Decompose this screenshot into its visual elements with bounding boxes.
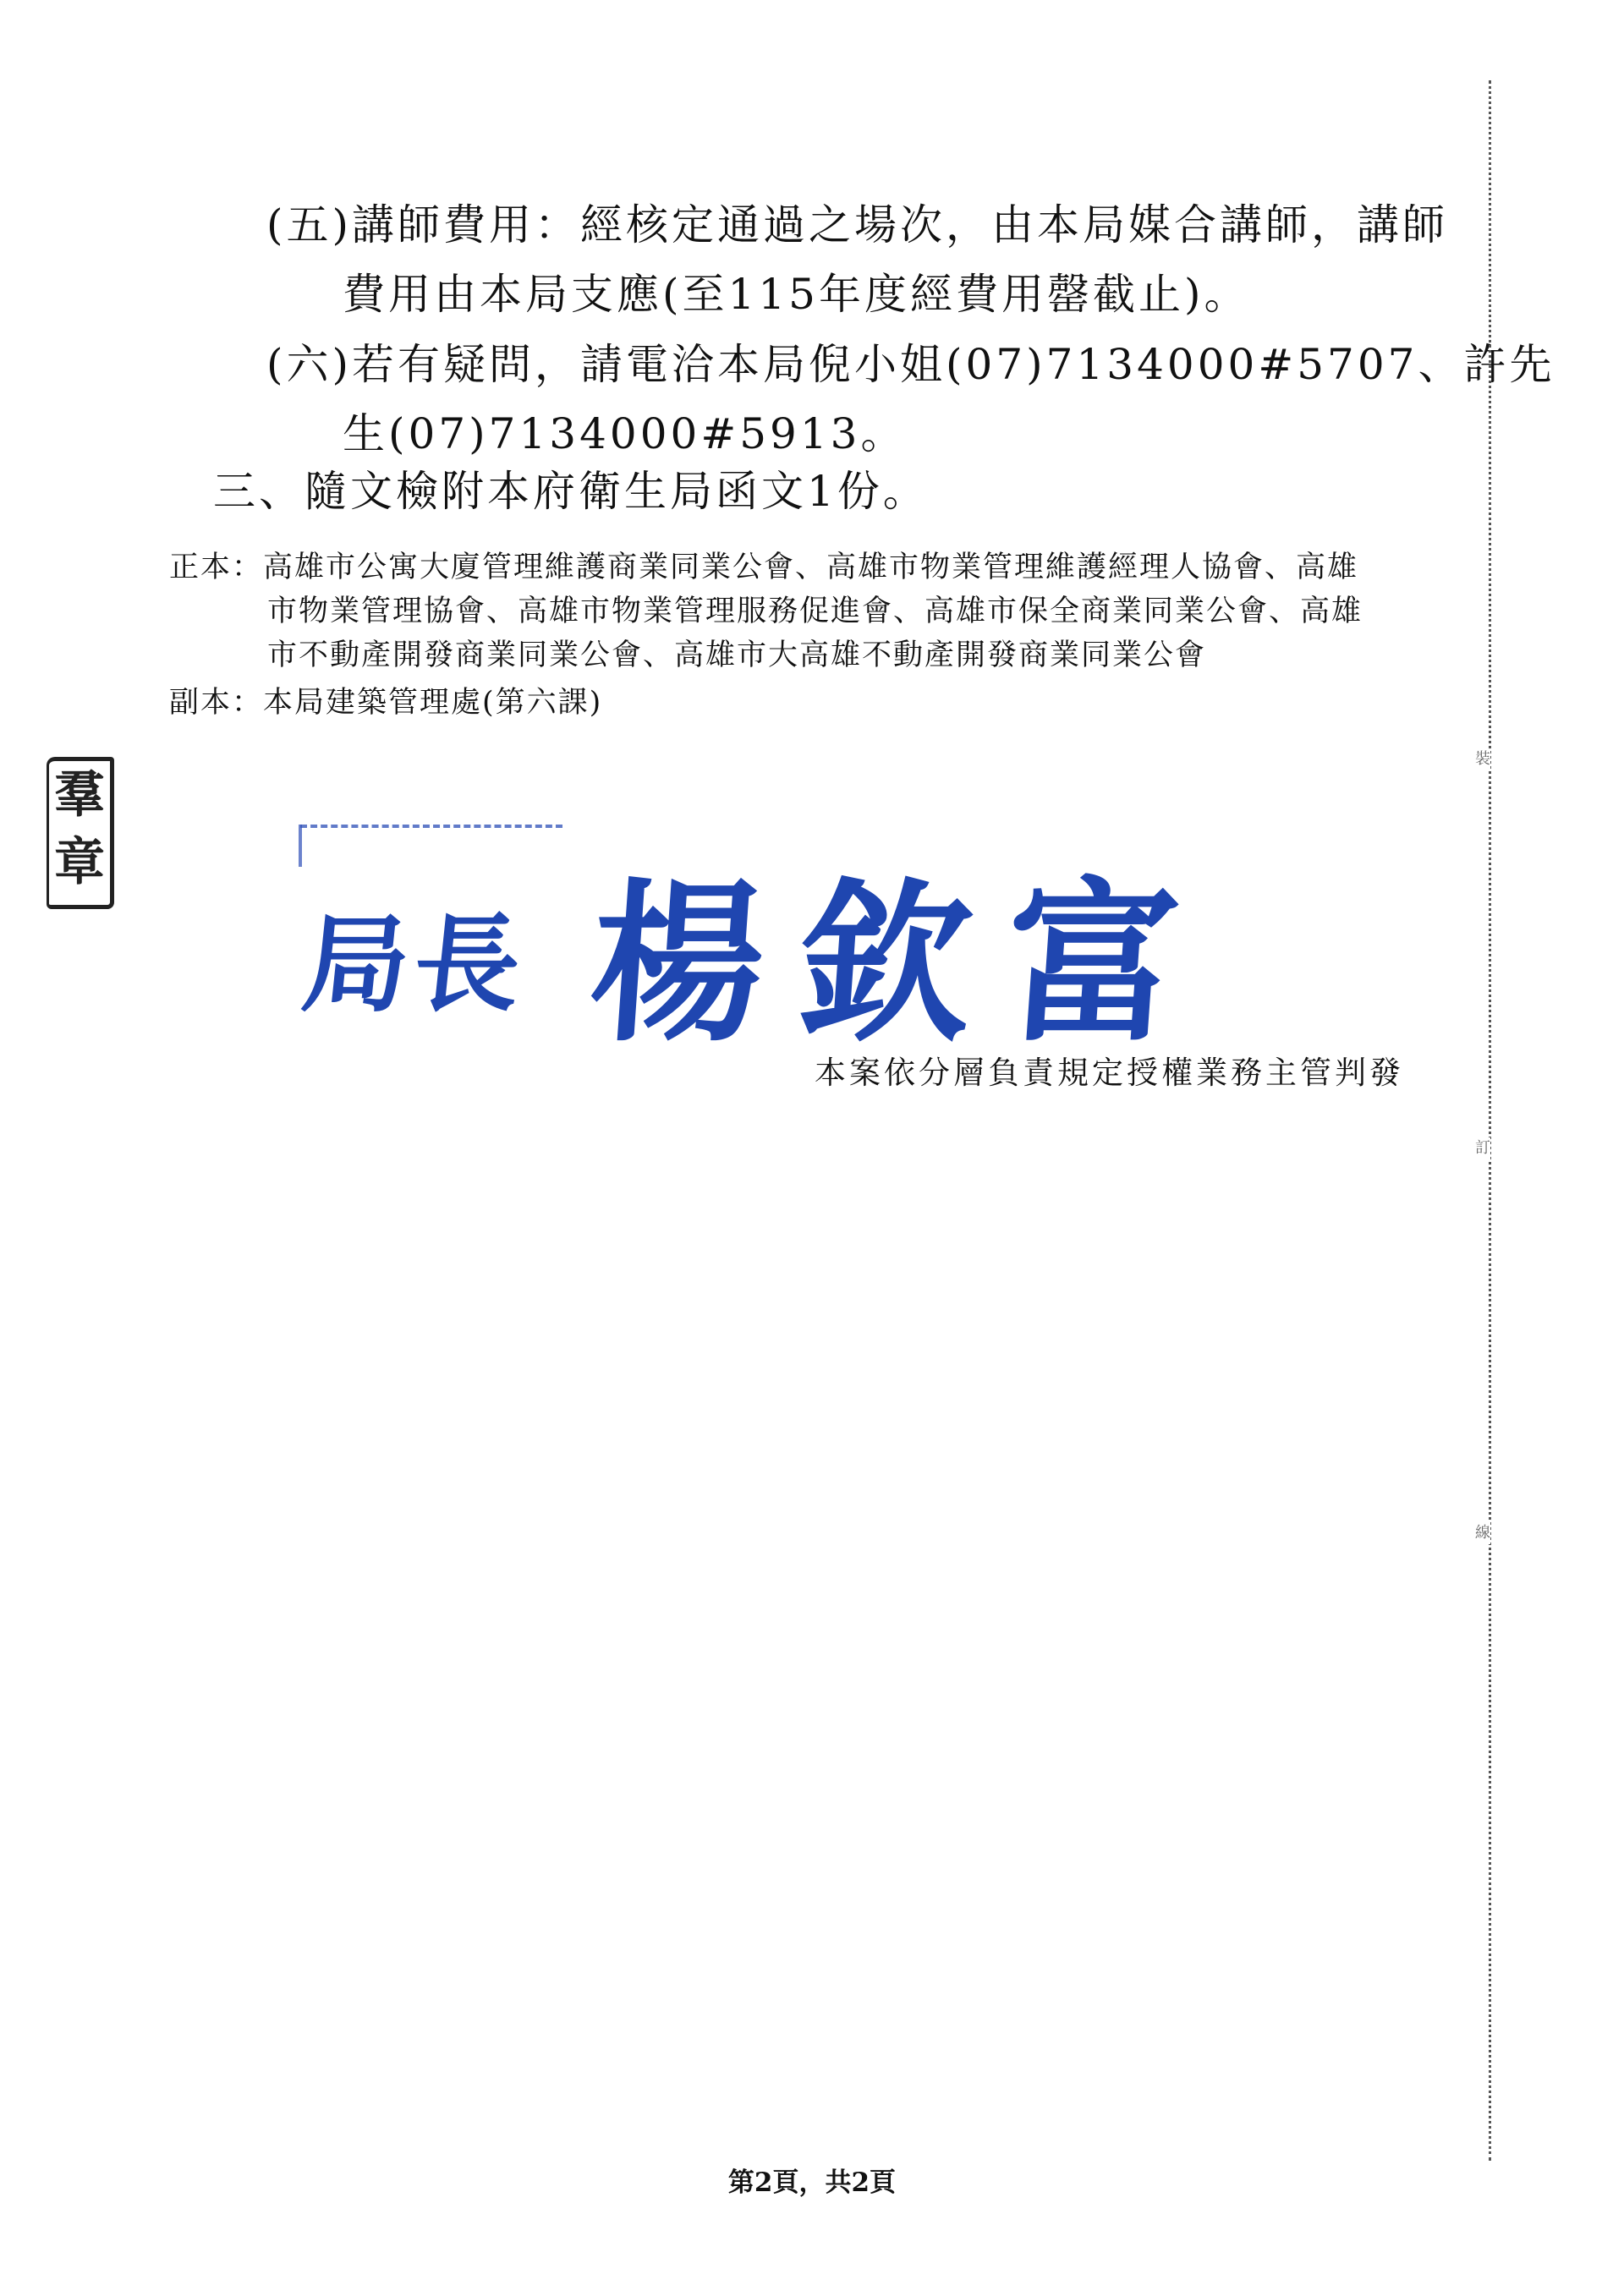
binding-dotted-line <box>1489 80 1491 2161</box>
binding-char-ding: 訂 <box>1475 1137 1490 1159</box>
distribution-original-line3: 市不動產開發商業同業公會、高雄市大高雄不動產開發商業同業公會 <box>267 638 1207 672</box>
stamp-border-tick <box>299 825 302 867</box>
page-indicator: 第2頁，共2頁 <box>727 2167 897 2198</box>
delegation-note: 本案依分層負責規定授權業務主管判發 <box>815 1055 1404 1091</box>
binding-char-xian: 線 <box>1475 1522 1490 1544</box>
item5-line2: 費用由本局支應(至115年度經費用罄截止)。 <box>343 270 1250 319</box>
item6-line2: 生(07)7134000#5913。 <box>343 409 907 458</box>
binding-char-zhuang: 裝 <box>1475 748 1490 770</box>
stamp-name: 楊欽富 <box>584 863 1221 1066</box>
item3-attachment: 三、隨文檢附本府衛生局函文1份。 <box>213 467 929 516</box>
distribution-original-line1: 正本：高雄市公寓大廈管理維護商業同業公會、高雄市物業管理維護經理人協會、高雄 <box>169 551 1359 584</box>
director-signature-stamp <box>292 799 1221 1066</box>
small-seal <box>47 757 114 909</box>
stamp-title: 局長 <box>297 903 532 1027</box>
distribution-original-line2: 市物業管理協會、高雄市物業管理服務促進會、高雄市保全商業同業公會、高雄 <box>267 595 1363 628</box>
stamp-border-fragment <box>300 825 562 828</box>
small-seal-char-1: 羣 <box>54 765 105 825</box>
item5-line1: (五)講師費用：經核定通過之場次，由本局媒合講師，講師 <box>266 200 1449 249</box>
small-seal-char-2: 章 <box>54 833 105 892</box>
item6-line1: (六)若有疑問，請電洽本局倪小姐(07)7134000#5707、許先 <box>266 340 1555 389</box>
distribution-copy: 副本：本局建築管理處(第六課) <box>169 686 603 720</box>
